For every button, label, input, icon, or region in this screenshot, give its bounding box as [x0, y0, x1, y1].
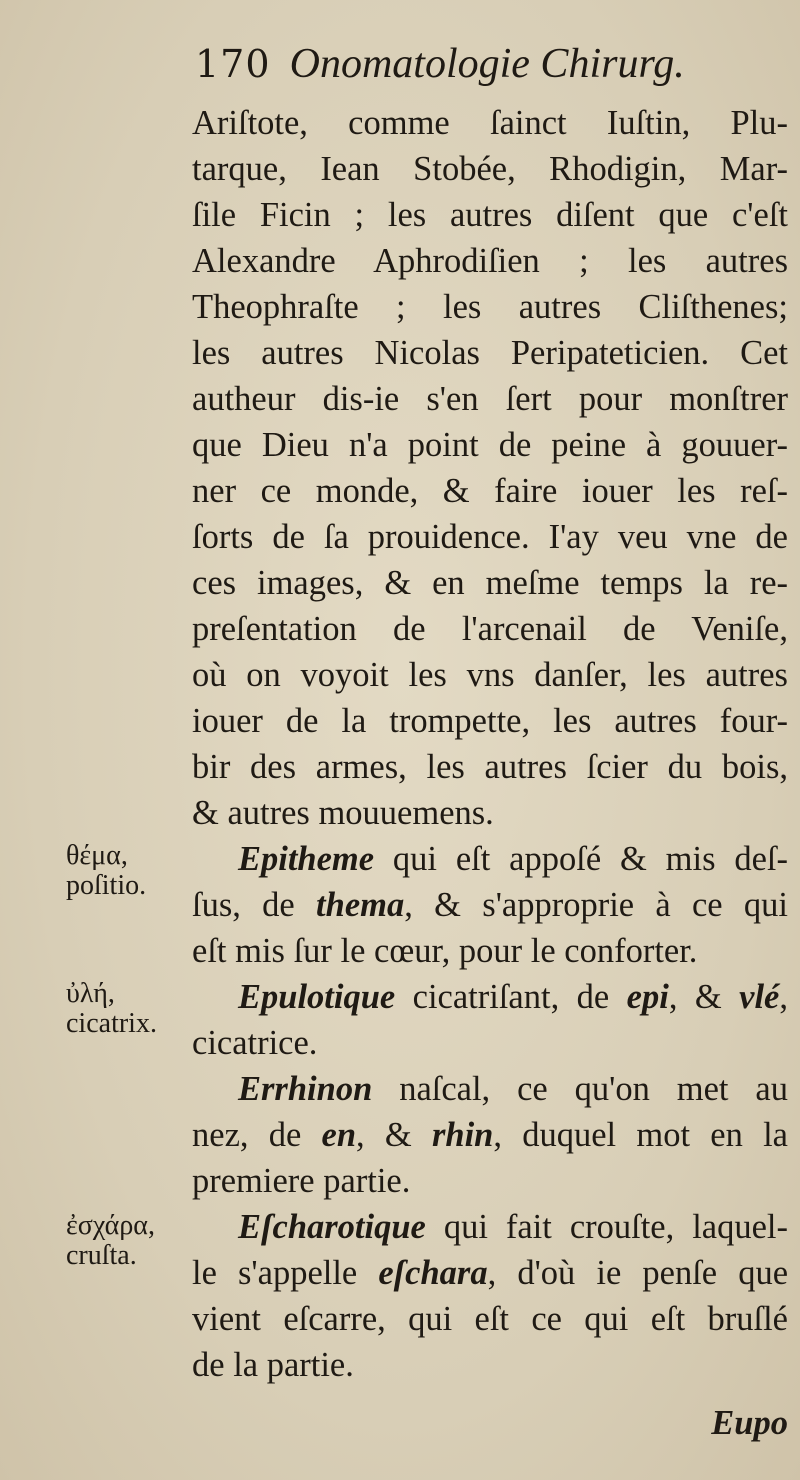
text-line: ner ce monde, & faire iouer les reſ- [192, 472, 788, 510]
text-line: ces images, & en meſme temps la re- [192, 564, 788, 602]
text-line: bir des armes, les autres ſcier du bois, [192, 748, 788, 786]
text-line: tarque, Iean Stobée, Rhodigin, Mar- [192, 150, 788, 188]
entry-term: Eſcharotique [238, 1208, 426, 1246]
entry-line: Epitheme qui eſt appoſé & mis deſ- [238, 840, 788, 878]
margin-gloss-latin: poſitio. [66, 870, 147, 901]
margin-gloss-latin: cicatrix. [66, 1008, 157, 1039]
entry-line: Eſcharotique qui fait crouſte, laquel- [238, 1208, 788, 1246]
text-line: où on voyoit les vns danſer, les autres [192, 656, 788, 694]
text-line: Theophraſte ; les autres Cliſthenes; [192, 288, 788, 326]
catchword: Eupo [711, 1404, 788, 1442]
text-line: Ariſtote, comme ſainct Iuſtin, Plu- [192, 104, 788, 142]
page-number: 170 [195, 42, 271, 86]
text-line: preſentation de l'arcenail de Veniſe, [192, 610, 788, 648]
margin-gloss-greek: θέμα, [66, 840, 128, 871]
text-line: ſile Ficin ; les autres diſent que c'eſt [192, 196, 788, 234]
text-line: ſorts de ſa prouidence. I'ay veu vne de [192, 518, 788, 556]
text-line: les autres Nicolas Peripateticien. Cet [192, 334, 788, 372]
text-line: autheur dis-ie s'en ſert pour monſtrer [192, 380, 788, 418]
entry-line: Errhinon naſcal, ce qu'on met au [238, 1070, 788, 1108]
running-title: Onomatologie Chirurg. [289, 41, 685, 87]
entry-line: le s'appelle eſchara, d'où ie penſe que [192, 1254, 788, 1292]
entry-line: nez, de en, & rhin, duquel mot en la [192, 1116, 788, 1154]
entry-line: ſus, de thema, & s'approprie à ce qui [192, 886, 788, 924]
entry-term: Errhinon [238, 1070, 373, 1108]
entry-line: cicatrice. [192, 1024, 318, 1062]
text-line: Alexandre Aphrodiſien ; les autres [192, 242, 788, 280]
entry-line: de la partie. [192, 1346, 354, 1384]
page-header [195, 40, 685, 100]
text-line: & autres mouuemens. [192, 794, 494, 832]
margin-gloss-latin: cruſta. [66, 1240, 137, 1271]
entry-term: Epulotique [238, 978, 396, 1016]
text-line: que Dieu n'a point de peine à gouuer- [192, 426, 788, 464]
text-line: iouer de la trompette, les autres four- [192, 702, 788, 740]
margin-gloss-greek: ἐσχάρα, [66, 1210, 155, 1241]
entry-line: premiere partie. [192, 1162, 411, 1200]
margin-gloss-greek: ὐλή, [66, 978, 115, 1009]
entry-line: Epulotique cicatriſant, de epi, & vlé, [238, 978, 788, 1016]
entry-line: vient eſcarre, qui eſt ce qui eſt bruſlé [192, 1300, 788, 1338]
entry-line: eſt mis ſur le cœur, pour le conforter. [192, 932, 698, 970]
entry-term: Epitheme [238, 840, 375, 878]
